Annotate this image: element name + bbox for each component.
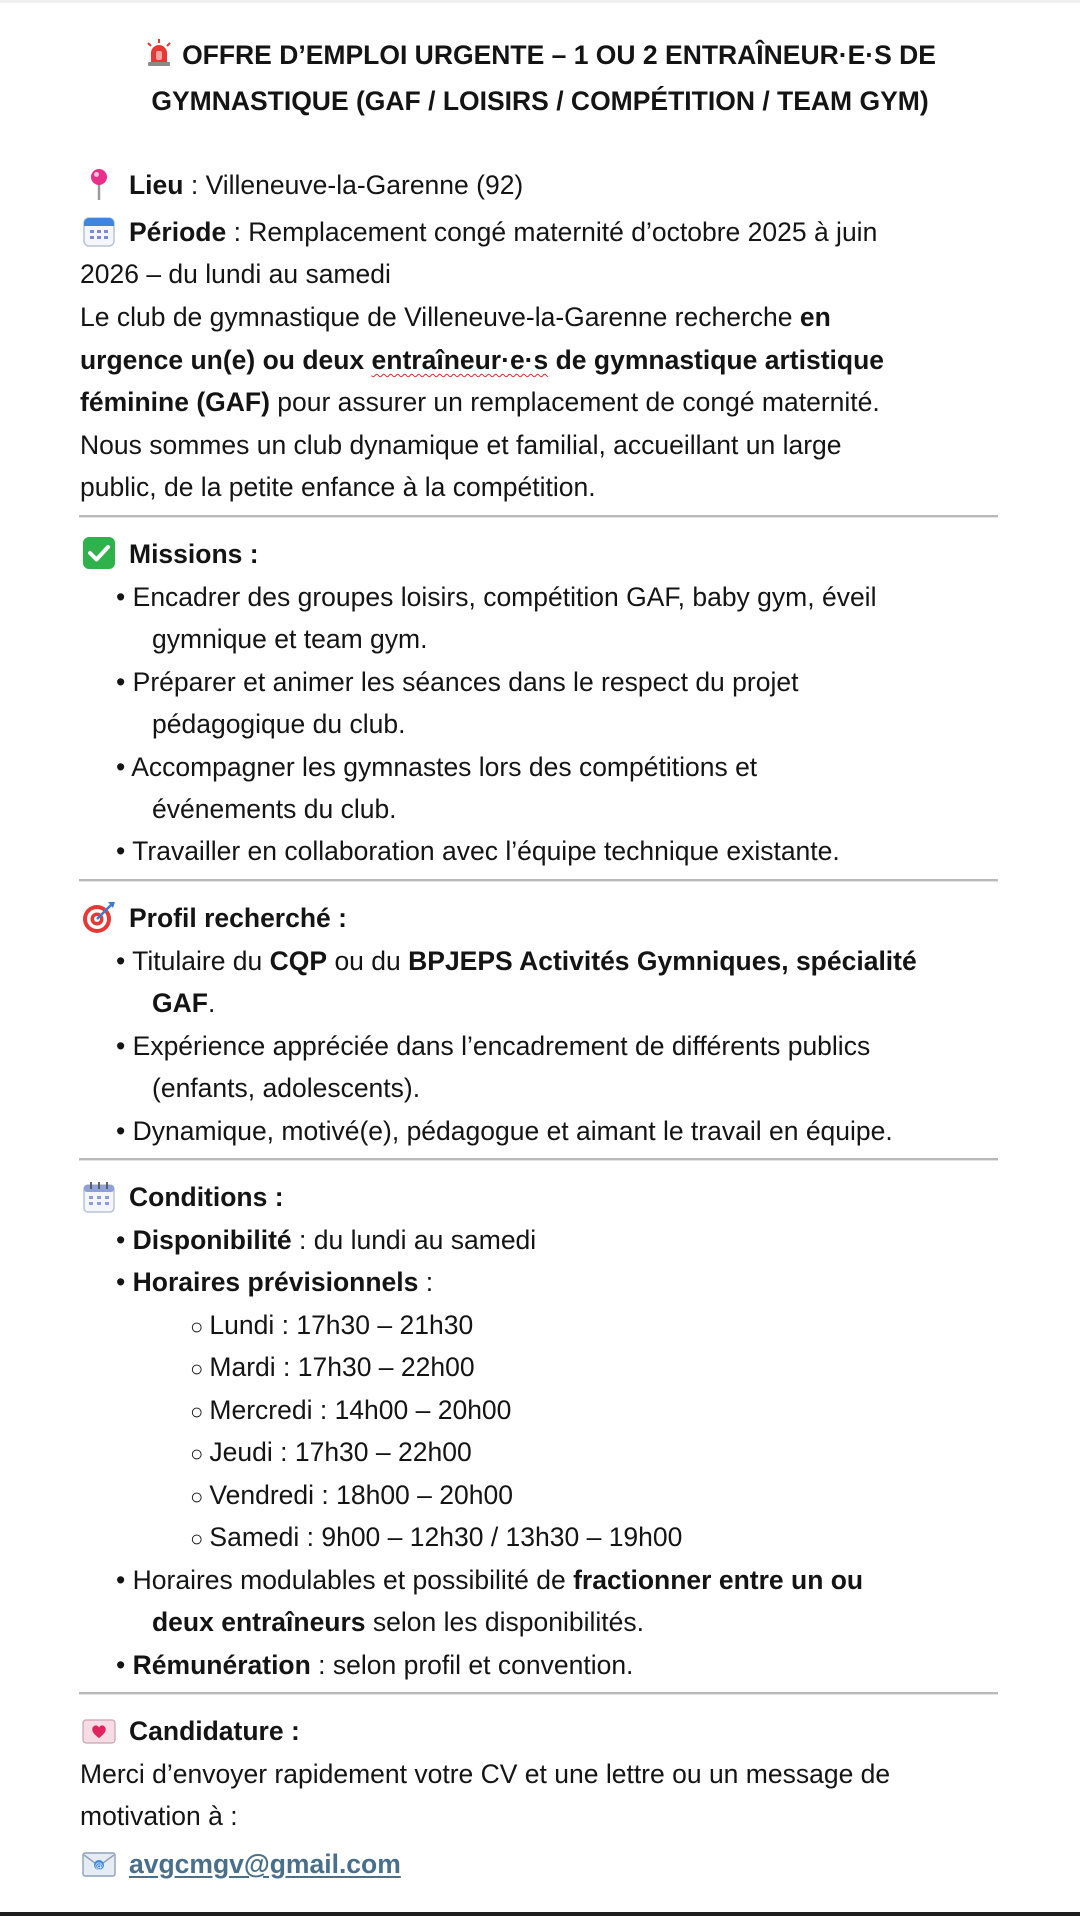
schedule-text: Jeudi : 17h30 – 22h00: [209, 1437, 472, 1467]
schedule-text: Samedi : 9h00 – 12h30 / 13h30 – 19h00: [209, 1522, 683, 1552]
intro-paragraph-line-4: Nous sommes un club dynamique et familial, accueillant un large: [80, 430, 842, 460]
list-item: • Titulaire du CQP ou du BPJEPS Activités Gymniques, spécialité: [116, 946, 917, 976]
list-item-text: Accompagner les gymnastes lors des compétitions et: [131, 752, 758, 782]
profil-heading: Profil recherché :: [129, 903, 347, 933]
list-item: • Accompagner les gymnastes lors des compétitions et: [116, 752, 758, 782]
list-item-text: Horaires modulables et possibilité de: [132, 1565, 574, 1595]
title-line-1: OFFRE D’EMPLOI URGENTE – 1 OU 2 ENTRAÎNEUR·E·S DE: [182, 40, 936, 70]
list-item: • Disponibilité : du lundi au samedi: [116, 1225, 537, 1255]
list-item-bold: deux entraîneurs: [152, 1607, 366, 1637]
divider: [79, 879, 998, 882]
list-item: • Encadrer des groupes loisirs, compétition GAF, baby gym, éveil: [116, 582, 877, 612]
check-mark-icon: [82, 536, 116, 570]
intro-bold: urgence un(e) ou deux: [80, 345, 372, 375]
list-item-bold: CQP: [269, 946, 328, 976]
missions-heading: Missions :: [129, 539, 259, 569]
divider: [79, 1158, 998, 1161]
list-item-bold: fractionner entre un ou: [573, 1565, 864, 1595]
periode-label: Période: [129, 217, 227, 247]
schedule-text: Mardi : 17h30 – 22h00: [209, 1352, 475, 1382]
list-item-text: Titulaire du: [132, 946, 270, 976]
intro-paragraph-line-1: [80, 296, 831, 339]
schedule-item: ○ Samedi : 9h00 – 12h30 / 13h30 – 19h00: [190, 1522, 683, 1552]
intro-paragraph-line-5: public, de la petite enfance à la compétition.: [80, 472, 596, 502]
top-edge: [0, 0, 1080, 3]
list-item: • Expérience appréciée dans l’encadrement de différents publics: [116, 1031, 871, 1061]
list-item: • Horaires modulables et possibilité de fractionner entre un ou: [116, 1565, 864, 1595]
schedule-text: Vendredi : 18h00 – 20h00: [209, 1480, 513, 1510]
list-item-text: Expérience appréciée dans l’encadrement de différents publics: [132, 1031, 871, 1061]
pushpin-icon: [82, 167, 116, 201]
list-item-text: .: [207, 988, 216, 1018]
conditions-heading: Conditions :: [129, 1182, 284, 1212]
list-item-cont: (enfants, adolescents).: [152, 1073, 421, 1103]
list-item-text: ou du: [327, 946, 409, 976]
periode-value: : Remplacement congé maternité d’octobre 2025 à juin: [226, 217, 878, 247]
divider: [79, 515, 998, 518]
list-item-text: :: [418, 1267, 434, 1297]
list-item-cont: [152, 1601, 644, 1644]
envelope-icon: [82, 1847, 116, 1881]
list-item-text: selon les disponibilités.: [365, 1607, 644, 1637]
calendar-icon: [82, 214, 116, 248]
schedule-item: ○ Mercredi : 14h00 – 20h00: [190, 1395, 512, 1425]
list-item: • Horaires prévisionnels :: [116, 1267, 434, 1297]
spellcheck-word: entraîneur·e·s: [371, 345, 549, 375]
siren-icon: [144, 38, 174, 80]
intro-text: Le club de gymnastique de Villeneuve-la-Garenne recherche: [80, 302, 800, 332]
email-line: [129, 1843, 401, 1886]
periode-line: [129, 211, 877, 254]
list-item-cont: gymnique et team gym.: [152, 624, 428, 654]
list-item-text: Dynamique, motivé(e), pédagogue et aimant le travail en équipe.: [132, 1116, 893, 1146]
list-item-bold: Disponibilité: [132, 1225, 292, 1255]
intro-bold: en: [799, 302, 831, 332]
list-item-cont: pédagogique du club.: [152, 709, 406, 739]
list-item-bold: Horaires prévisionnels: [132, 1267, 419, 1297]
candidature-heading: Candidature :: [129, 1716, 300, 1746]
list-item-cont: événements du club.: [152, 794, 397, 824]
list-item: • Travailler en collaboration avec l’équipe technique existante.: [116, 836, 840, 866]
schedule-text: Lundi : 17h30 – 21h30: [209, 1310, 474, 1340]
intro-paragraph-line-3: [80, 381, 880, 424]
email-link[interactable]: avgcmgv@gmail.com: [129, 1849, 401, 1879]
list-item: • Rémunération : selon profil et convention.: [116, 1650, 634, 1680]
list-item: • Préparer et animer les séances dans le respect du projet: [116, 667, 799, 697]
list-item-text: Encadrer des groupes loisirs, compétition GAF, baby gym, éveil: [132, 582, 877, 612]
list-item-bold: GAF: [152, 988, 208, 1018]
list-item-text: Travailler en collaboration avec l’équipe technique existante.: [132, 836, 840, 866]
list-item-text: : du lundi au samedi: [291, 1225, 537, 1255]
divider: [79, 1692, 998, 1695]
candidature-text-1: Merci d’envoyer rapidement votre CV et une lettre ou un message de: [80, 1759, 891, 1789]
candidature-text-2: motivation à :: [80, 1801, 238, 1831]
lieu-line: [129, 164, 523, 207]
intro-paragraph-line-2: [80, 339, 884, 382]
svg-text:@: @: [95, 1861, 103, 1870]
spiral-calendar-icon: [82, 1180, 116, 1214]
intro-bold: de gymnastique artistique: [548, 345, 884, 375]
list-item-text: : selon profil et convention.: [310, 1650, 634, 1680]
title-line-2: GYMNASTIQUE (GAF / LOISIRS / COMPÉTITION / TEAM GYM): [151, 86, 929, 116]
lieu-value: : Villeneuve-la-Garenne (92): [183, 170, 524, 200]
page-title: [90, 34, 990, 122]
schedule-item: ○ Lundi : 17h30 – 21h30: [190, 1310, 474, 1340]
list-item-cont: [152, 982, 215, 1025]
love-letter-icon: [82, 1714, 116, 1748]
list-item-bold: Rémunération: [132, 1650, 311, 1680]
target-icon: [82, 900, 116, 934]
schedule-item: ○ Mardi : 17h30 – 22h00: [190, 1352, 475, 1382]
schedule-item: ○ Vendredi : 18h00 – 20h00: [190, 1480, 513, 1510]
bottom-edge: [0, 1912, 1080, 1916]
schedule-item: ○ Jeudi : 17h30 – 22h00: [190, 1437, 472, 1467]
intro-bold: féminine (GAF): [80, 387, 270, 417]
periode-line-2: 2026 – du lundi au samedi: [80, 259, 391, 289]
list-item: • Dynamique, motivé(e), pédagogue et aimant le travail en équipe.: [116, 1116, 893, 1146]
list-item-bold: BPJEPS Activités Gymniques, spécialité: [408, 946, 917, 976]
lieu-label: Lieu: [129, 170, 184, 200]
list-item-text: Préparer et animer les séances dans le respect du projet: [132, 667, 799, 697]
intro-text: pour assurer un remplacement de congé maternité.: [269, 387, 880, 417]
schedule-text: Mercredi : 14h00 – 20h00: [209, 1395, 512, 1425]
